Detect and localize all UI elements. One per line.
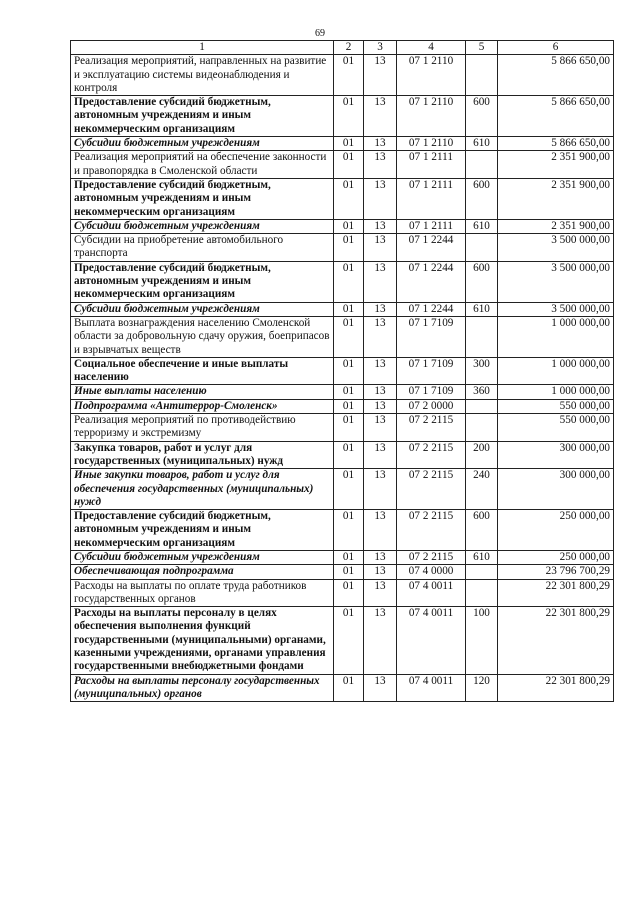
amount: 23 796 700,29 <box>498 565 614 579</box>
target-article-code: 07 1 2111 <box>397 219 466 233</box>
table-row <box>71 607 614 674</box>
subsection-code: 13 <box>364 441 397 469</box>
table-row <box>71 316 614 357</box>
target-article-code: 07 4 0000 <box>397 565 466 579</box>
amount: 1 000 000,00 <box>498 357 614 385</box>
item-name: Предоставление субсидий бюджетным, автономным учреждениям и иным некоммерческим организациям <box>71 96 334 137</box>
column-header-2: 2 <box>334 41 364 55</box>
table-row <box>71 674 614 702</box>
section-code: 01 <box>334 385 364 399</box>
target-article-code: 07 1 7109 <box>397 316 466 357</box>
section-code: 01 <box>334 579 364 607</box>
subsection-code: 13 <box>364 302 397 316</box>
table-row <box>71 469 614 510</box>
item-name: Иные закупки товаров, работ и услуг для обеспечения государственных (муниципальных) нужд <box>71 469 334 510</box>
expense-type-code <box>466 151 498 179</box>
table-row <box>71 261 614 302</box>
target-article-code: 07 2 0000 <box>397 399 466 413</box>
expense-type-code: 600 <box>466 96 498 137</box>
target-article-code: 07 1 2110 <box>397 55 466 96</box>
expense-type-code: 600 <box>466 261 498 302</box>
target-article-code: 07 2 2115 <box>397 469 466 510</box>
table-row <box>71 55 614 96</box>
column-header-3: 3 <box>364 41 397 55</box>
table-row <box>71 565 614 579</box>
item-name: Расходы на выплаты персоналу государственных (муниципальных) органов <box>71 674 334 702</box>
column-header-6: 6 <box>498 41 614 55</box>
item-name: Расходы на выплаты по оплате труда работников государственных органов <box>71 579 334 607</box>
target-article-code: 07 4 0011 <box>397 607 466 674</box>
table-row <box>71 414 614 442</box>
item-name: Реализация мероприятий, направленных на развитие и эксплуатацию системы видеонаблюдения и контроля <box>71 55 334 96</box>
subsection-code: 13 <box>364 469 397 510</box>
expense-type-code <box>466 234 498 262</box>
expense-type-code: 610 <box>466 219 498 233</box>
table-row <box>71 385 614 399</box>
table-row <box>71 399 614 413</box>
subsection-code: 13 <box>364 137 397 151</box>
table-row <box>71 178 614 219</box>
target-article-code: 07 1 2244 <box>397 234 466 262</box>
target-article-code: 07 4 0011 <box>397 674 466 702</box>
subsection-code: 13 <box>364 55 397 96</box>
section-code: 01 <box>334 550 364 564</box>
section-code: 01 <box>334 607 364 674</box>
target-article-code: 07 2 2115 <box>397 414 466 442</box>
item-name: Предоставление субсидий бюджетным, автономным учреждениям и иным некоммерческим организациям <box>71 261 334 302</box>
amount: 550 000,00 <box>498 399 614 413</box>
amount: 3 500 000,00 <box>498 302 614 316</box>
item-name: Предоставление субсидий бюджетным, автономным учреждениям и иным некоммерческим организациям <box>71 178 334 219</box>
table-row <box>71 96 614 137</box>
section-code: 01 <box>334 469 364 510</box>
section-code: 01 <box>334 137 364 151</box>
section-code: 01 <box>334 674 364 702</box>
section-code: 01 <box>334 441 364 469</box>
item-name: Субсидии бюджетным учреждениям <box>71 302 334 316</box>
amount: 3 500 000,00 <box>498 261 614 302</box>
page-number: 69 <box>315 28 325 39</box>
expense-type-code: 600 <box>466 510 498 551</box>
target-article-code: 07 1 2111 <box>397 178 466 219</box>
budget-table <box>70 40 614 702</box>
target-article-code: 07 4 0011 <box>397 579 466 607</box>
table-row <box>71 579 614 607</box>
expense-type-code: 360 <box>466 385 498 399</box>
amount: 300 000,00 <box>498 469 614 510</box>
amount: 22 301 800,29 <box>498 607 614 674</box>
amount: 2 351 900,00 <box>498 151 614 179</box>
table-row <box>71 302 614 316</box>
target-article-code: 07 1 7109 <box>397 385 466 399</box>
target-article-code: 07 1 2110 <box>397 96 466 137</box>
item-name: Субсидии бюджетным учреждениям <box>71 137 334 151</box>
section-code: 01 <box>334 510 364 551</box>
expense-type-code: 300 <box>466 357 498 385</box>
item-name: Социальное обеспечение и иные выплаты населению <box>71 357 334 385</box>
amount: 5 866 650,00 <box>498 96 614 137</box>
section-code: 01 <box>334 414 364 442</box>
section-code: 01 <box>334 96 364 137</box>
table-row <box>71 510 614 551</box>
expense-type-code: 100 <box>466 607 498 674</box>
expense-type-code <box>466 316 498 357</box>
expense-type-code: 600 <box>466 178 498 219</box>
item-name: Предоставление субсидий бюджетным, автономным учреждениям и иным некоммерческим организациям <box>71 510 334 551</box>
amount: 1 000 000,00 <box>498 316 614 357</box>
expense-type-code: 240 <box>466 469 498 510</box>
amount: 22 301 800,29 <box>498 674 614 702</box>
item-name: Обеспечивающая подпрограмма <box>71 565 334 579</box>
expense-type-code: 610 <box>466 302 498 316</box>
subsection-code: 13 <box>364 414 397 442</box>
expense-type-code: 610 <box>466 137 498 151</box>
section-code: 01 <box>334 316 364 357</box>
subsection-code: 13 <box>364 219 397 233</box>
section-code: 01 <box>334 55 364 96</box>
table-row <box>71 550 614 564</box>
expense-type-code <box>466 579 498 607</box>
target-article-code: 07 1 2110 <box>397 137 466 151</box>
section-code: 01 <box>334 565 364 579</box>
amount: 5 866 650,00 <box>498 137 614 151</box>
section-code: 01 <box>334 178 364 219</box>
target-article-code: 07 2 2115 <box>397 510 466 551</box>
table-row <box>71 151 614 179</box>
item-name: Закупка товаров, работ и услуг для государственных (муниципальных) нужд <box>71 441 334 469</box>
section-code: 01 <box>334 399 364 413</box>
subsection-code: 13 <box>364 178 397 219</box>
subsection-code: 13 <box>364 674 397 702</box>
section-code: 01 <box>334 357 364 385</box>
section-code: 01 <box>334 302 364 316</box>
amount: 250 000,00 <box>498 550 614 564</box>
item-name: Субсидии на приобретение автомобильного транспорта <box>71 234 334 262</box>
table-body <box>71 55 614 702</box>
target-article-code: 07 1 2244 <box>397 302 466 316</box>
subsection-code: 13 <box>364 510 397 551</box>
section-code: 01 <box>334 151 364 179</box>
subsection-code: 13 <box>364 607 397 674</box>
expense-type-code: 610 <box>466 550 498 564</box>
section-code: 01 <box>334 219 364 233</box>
column-header-1: 1 <box>71 41 334 55</box>
expense-type-code <box>466 55 498 96</box>
expense-type-code: 120 <box>466 674 498 702</box>
table-row <box>71 441 614 469</box>
subsection-code: 13 <box>364 579 397 607</box>
amount: 2 351 900,00 <box>498 178 614 219</box>
table-row <box>71 219 614 233</box>
subsection-code: 13 <box>364 151 397 179</box>
item-name: Реализация мероприятий на обеспечение законности и правопорядка в Смоленской области <box>71 151 334 179</box>
table-row <box>71 137 614 151</box>
subsection-code: 13 <box>364 385 397 399</box>
amount: 1 000 000,00 <box>498 385 614 399</box>
subsection-code: 13 <box>364 357 397 385</box>
target-article-code: 07 2 2115 <box>397 550 466 564</box>
item-name: Иные выплаты населению <box>71 385 334 399</box>
item-name: Подпрограмма «Антитеррор-Смоленск» <box>71 399 334 413</box>
amount: 550 000,00 <box>498 414 614 442</box>
header-row <box>71 41 614 55</box>
subsection-code: 13 <box>364 399 397 413</box>
item-name: Реализация мероприятий по противодействию терроризму и экстремизму <box>71 414 334 442</box>
expense-type-code <box>466 414 498 442</box>
target-article-code: 07 1 2111 <box>397 151 466 179</box>
subsection-code: 13 <box>364 316 397 357</box>
table-row <box>71 234 614 262</box>
amount: 22 301 800,29 <box>498 579 614 607</box>
target-article-code: 07 1 7109 <box>397 357 466 385</box>
subsection-code: 13 <box>364 565 397 579</box>
section-code: 01 <box>334 261 364 302</box>
column-header-4: 4 <box>397 41 466 55</box>
amount: 2 351 900,00 <box>498 219 614 233</box>
column-header-5: 5 <box>466 41 498 55</box>
subsection-code: 13 <box>364 261 397 302</box>
amount: 250 000,00 <box>498 510 614 551</box>
table-row <box>71 357 614 385</box>
expense-type-code <box>466 399 498 413</box>
target-article-code: 07 2 2115 <box>397 441 466 469</box>
subsection-code: 13 <box>364 96 397 137</box>
item-name: Субсидии бюджетным учреждениям <box>71 219 334 233</box>
item-name: Расходы на выплаты персоналу в целях обеспечения выполнения функций государственными (муниципальными) органами, казенными учреждениями, органами управления государственными внебюджетными фондами <box>71 607 334 674</box>
item-name: Субсидии бюджетным учреждениям <box>71 550 334 564</box>
section-code: 01 <box>334 234 364 262</box>
subsection-code: 13 <box>364 234 397 262</box>
target-article-code: 07 1 2244 <box>397 261 466 302</box>
amount: 3 500 000,00 <box>498 234 614 262</box>
subsection-code: 13 <box>364 550 397 564</box>
expense-type-code: 200 <box>466 441 498 469</box>
amount: 300 000,00 <box>498 441 614 469</box>
item-name: Выплата вознаграждения населению Смоленской области за добровольную сдачу оружия, боеприпасов и взрывчатых веществ <box>71 316 334 357</box>
expense-type-code <box>466 565 498 579</box>
amount: 5 866 650,00 <box>498 55 614 96</box>
